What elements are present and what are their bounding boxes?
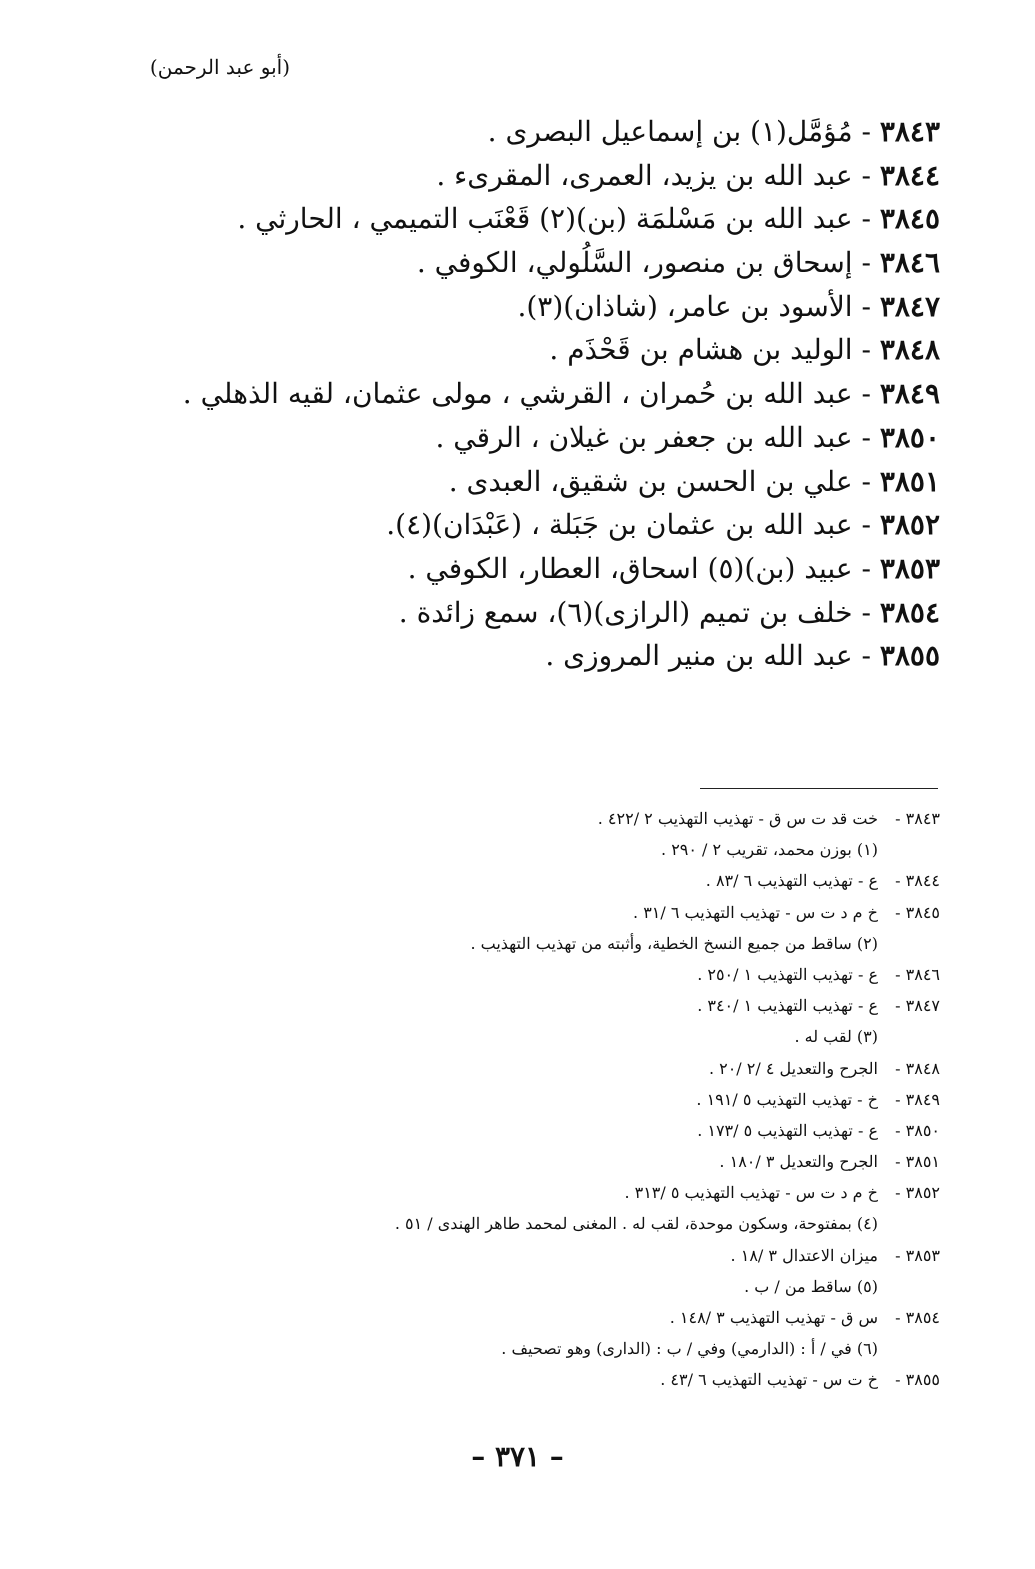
entry-row: ٣٨٤٤ - عبد الله بن يزيد، العمرى، المقرىء . <box>436 158 940 192</box>
footnote-row <box>220 897 940 928</box>
footnote-entry-number: ٣٨٥٤ - <box>895 1308 940 1327</box>
footnote-entry-number: ٣٨٤٧ - <box>895 996 940 1016</box>
entry-text: علي بن الحسن بن شقيق، العبدى . <box>448 464 853 498</box>
footnote-text: (٦) في / أ : (الدارمي) وفي / ب : (الدارى) وهو تصحيف . <box>501 1339 878 1359</box>
entry-text: مُؤمَّل(١) بن إسماعيل البصرى . <box>487 115 853 148</box>
entry-text: عبد الله بن يزيد، العمرى، المقرىء . <box>436 158 853 192</box>
footnote-text: خ - تهذيب التهذيب ٥ /١٩١ . <box>696 1089 878 1109</box>
entry-row: ٣٨٥٤ - خلف بن تميم (الرازى)(٦)، سمع زائدة . <box>398 595 940 629</box>
entry-row: ٣٨٥٣ - عبيد (بن)(٥) اسحاق، العطار، الكوفي . <box>407 551 940 585</box>
entry-number: ٣٨٥٥ <box>879 639 940 673</box>
running-head: (أبو عبد الرحمن) <box>149 55 290 79</box>
entry-number: ٣٨٤٧ <box>879 289 940 323</box>
entry-number: ٣٨٤٥ <box>879 202 940 236</box>
footnote-text: خ ت س - تهذيب التهذيب ٦ /٤٣ . <box>660 1370 878 1390</box>
footnote-entry-number: ٣٨٥١ - <box>895 1152 940 1172</box>
entry-text: خلف بن تميم (الرازى)(٦)، سمع زائدة . <box>398 595 853 629</box>
footnote-entry-number: ٣٨٥٠ - <box>895 1120 940 1140</box>
footnote-text: الجرح والتعديل ٤ /٢ /٢٠ . <box>708 1058 878 1078</box>
footnote-text: ع - تهذيب التهذيب ١ /٣٤٠ . <box>697 996 878 1016</box>
footnote-text: خ م د ت س - تهذيب التهذيب ٦ /٣١ . <box>633 902 878 922</box>
entry-text: عبيد (بن)(٥) اسحاق، العطار، الكوفي . <box>407 551 853 585</box>
entry-number: ٣٨٥٢ <box>879 508 940 542</box>
footnote-text: ع - تهذيب التهذيب ٥ /١٧٣ . <box>697 1120 878 1140</box>
entry-number: ٣٨٤٨ <box>879 333 940 367</box>
entry-text: عبد الله بن مَسْلمَة (بن)(٢) قَعْنَب التميمي ، الحارثي . <box>237 202 853 236</box>
footnote-entry-number: ٣٨٥٢ - <box>895 1183 940 1203</box>
footnote-row <box>220 1177 940 1208</box>
footnote-row <box>220 1333 940 1364</box>
entry-row: ٣٨٤٦ - إسحاق بن منصور، السَّلُولي، الكوفي . <box>416 246 940 280</box>
entry-row: ٣٨٤٥ - عبد الله بن مَسْلمَة (بن)(٢) قَعْنَب التميمي ، الحارثي . <box>237 202 940 236</box>
entry-text: عبد الله بن حُمران ، القرشي ، مولى عثمان، لقيه الذهلي . <box>182 377 853 411</box>
footnote-list <box>220 803 940 1396</box>
footnote-row <box>220 1240 940 1271</box>
entry-number: ٣٨٥٤ <box>879 595 940 629</box>
footnote-row <box>220 803 940 834</box>
footnote-entry-number: ٣٨٤٨ - <box>895 1058 940 1078</box>
entry-row: ٣٨٤٣ - مُؤمَّل(١) بن إسماعيل البصرى . <box>487 115 940 148</box>
entry-number: ٣٨٥١ <box>879 464 940 498</box>
entry-text: عبد الله بن منير المروزى . <box>545 639 853 673</box>
entry-row: ٣٨٤٨ - الوليد بن هشام بن قَحْذَم . <box>549 333 940 367</box>
footnote-text: (١) بوزن محمد، تقريب ٢ / ٢٩٠ . <box>661 840 878 860</box>
footnote-row <box>220 1115 940 1146</box>
entry-list <box>182 110 940 678</box>
footnote-text: ميزان الاعتدال ٣ /١٨ . <box>730 1245 878 1265</box>
footnote-row <box>220 1302 940 1333</box>
entry-row: ٣٨٥١ - علي بن الحسن بن شقيق، العبدى . <box>448 464 940 498</box>
footnote-row <box>220 865 940 896</box>
footnote-text: ع - تهذيب التهذيب ١ /٢٥٠ . <box>697 964 878 984</box>
footnote-text: (٥) ساقط من / ب . <box>744 1276 878 1296</box>
footnote-divider <box>700 788 938 789</box>
entry-text: عبد الله بن جعفر بن غيلان ، الرقي . <box>435 420 853 454</box>
entry-text: عبد الله بن عثمان بن جَبَلة ، (عَبْدَان)(٤). <box>386 508 853 542</box>
footnote-row <box>220 1084 940 1115</box>
footnote-text: (٣) لقب له . <box>794 1027 878 1047</box>
footnote-entry-number: ٣٨٥٥ - <box>895 1370 940 1390</box>
footnote-entry-number: ٣٨٤٦ - <box>895 964 940 984</box>
footnote-entry-number: ٣٨٥٣ - <box>895 1245 940 1265</box>
entry-text: إسحاق بن منصور، السَّلُولي، الكوفي . <box>416 246 853 280</box>
footnote-entry-number: ٣٨٤٤ - <box>895 871 940 891</box>
footnote-entry-number: ٣٨٤٣ - <box>895 809 940 828</box>
entry-number: ٣٨٤٩ <box>879 377 940 411</box>
footnote-row <box>220 834 940 865</box>
footnote-text: (٤) بمفتوحة، وسكون موحدة، لقب له . المغنى لمحمد طاهر الهندى / ٥١ . <box>394 1214 878 1234</box>
footnote-text: خت قد ت س ق - تهذيب التهذيب ٢ /٤٢٢ . <box>597 809 878 828</box>
entry-row: ٣٨٤٩ - عبد الله بن حُمران ، القرشي ، مولى عثمان، لقيه الذهلي . <box>182 377 940 411</box>
entry-row: ٣٨٥٠ - عبد الله بن جعفر بن غيلان ، الرقي . <box>435 420 940 454</box>
footnote-entry-number: ٣٨٤٥ - <box>895 902 940 922</box>
footnote-row <box>220 1053 940 1084</box>
entry-row: ٣٨٤٧ - الأسود بن عامر، (شاذان)(٣). <box>517 289 940 323</box>
entry-number: ٣٨٤٦ <box>879 246 940 280</box>
footnote-row <box>220 990 940 1021</box>
entry-row: ٣٨٥٥ - عبد الله بن منير المروزى . <box>545 639 940 673</box>
entry-text: الأسود بن عامر، (شاذان)(٣). <box>517 289 853 323</box>
footnote-row <box>220 1021 940 1052</box>
footnote-text: ع - تهذيب التهذيب ٦ /٨٣ . <box>705 871 878 891</box>
entry-number: ٣٨٤٤ <box>879 158 940 192</box>
footnote-row <box>220 1208 940 1239</box>
entry-number: ٣٨٥٠ <box>879 420 940 454</box>
footnote-row <box>220 1271 940 1302</box>
footnote-text: الجرح والتعديل ٣ /١٨٠ . <box>719 1152 878 1172</box>
entry-row: ٣٨٥٢ - عبد الله بن عثمان بن جَبَلة ، (عَبْدَان)(٤). <box>386 508 940 542</box>
footnote-row <box>220 1364 940 1395</box>
page-number: – ٣٧١ – <box>471 1440 564 1473</box>
footnote-text: (٢) ساقط من جميع النسخ الخطية، وأثبته من تهذيب التهذيب . <box>470 933 878 953</box>
footnote-text: س ق - تهذيب التهذيب ٣ /١٤٨ . <box>669 1308 878 1327</box>
footnote-row <box>220 1146 940 1177</box>
entry-number: ٣٨٥٣ <box>879 551 940 585</box>
entry-text: الوليد بن هشام بن قَحْذَم . <box>549 333 853 367</box>
footnote-entry-number: ٣٨٤٩ - <box>895 1089 940 1109</box>
footnote-text: خ م د ت س - تهذيب التهذيب ٥ /٣١٣ . <box>624 1183 878 1203</box>
entry-number: ٣٨٤٣ <box>879 115 940 148</box>
footnote-row <box>220 928 940 959</box>
footnote-row <box>220 959 940 990</box>
